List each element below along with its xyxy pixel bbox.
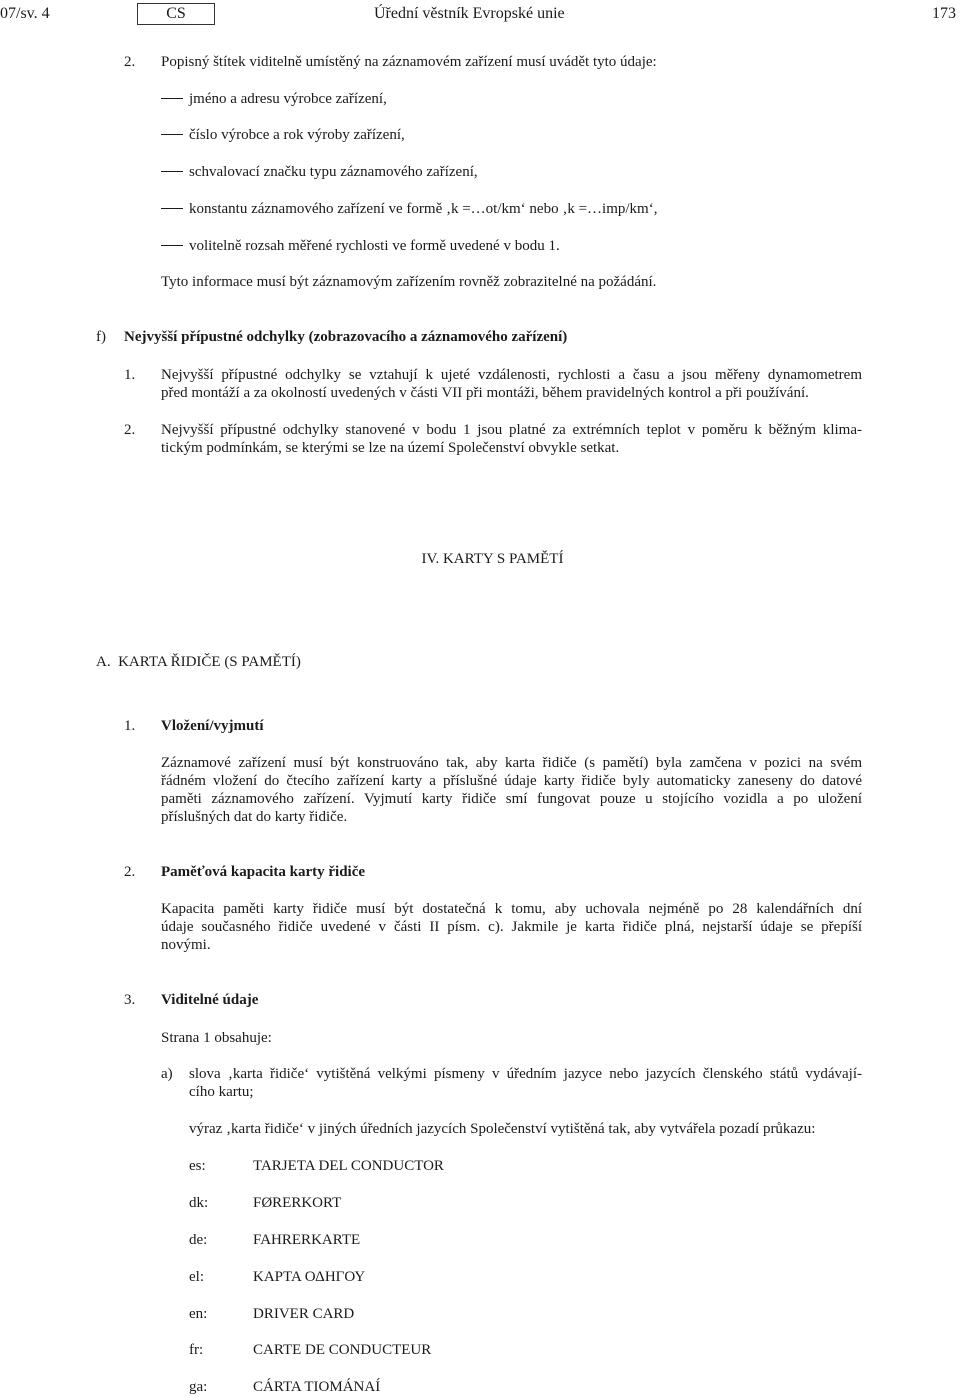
lang-text: ΚΑΡΤΑ ΟΔΗΓΟΥ xyxy=(253,1269,366,1285)
paragraph-line: novými. xyxy=(161,937,211,953)
list-item-text: volitelně rozsah měřené rychlosti ve formě uvedené v bodu 1. xyxy=(189,238,560,254)
dash-bullet xyxy=(161,171,183,172)
list-item xyxy=(161,200,657,218)
list-item-text: jméno a adresu výrobce zařízení, xyxy=(189,91,387,107)
section-f-p1 xyxy=(161,366,862,402)
section-f-p1-number: 1. xyxy=(124,367,136,383)
list-item-text: schvalovací značku typu záznamového zařízení, xyxy=(189,164,478,180)
paragraph-line: řádném vložení do čtecího zařízení karty a příslušné údaje karty řidiče byly automaticky zaneseny do datové xyxy=(161,773,862,789)
journal-title: Úřední věstník Evropské unie xyxy=(374,5,565,22)
list-item xyxy=(161,237,560,255)
lang-text: TARJETA DEL CONDUCTOR xyxy=(253,1158,444,1174)
paragraph-line: příslušných dat do karty řidiče. xyxy=(161,809,348,825)
subsection-3-title: Viditelné údaje xyxy=(161,992,259,1008)
language-badge: CS xyxy=(137,3,215,25)
list-item-text: číslo výrobce a rok výroby zařízení, xyxy=(189,127,405,143)
paragraph-line: tickým podmínkám, se kterými se lze na území Společenství obvykle setkat. xyxy=(161,440,620,456)
page-number: 173 xyxy=(932,5,956,22)
paragraph-line: slova ‚karta řidiče‘ vytištěná velkými písmeny v úředním jazyce nebo jazycích členského států vydávají- xyxy=(189,1066,862,1082)
lang-code: es: xyxy=(189,1158,206,1174)
part-a-title: A. KARTA ŘIDIČE (S PAMĚTÍ) xyxy=(96,654,301,670)
subsection-2-title: Paměťová kapacita karty řidiče xyxy=(161,864,366,880)
dash-bullet xyxy=(161,98,183,99)
paragraph-line: Nejvyšší přípustné odchylky stanovené v bodu 1 jsou platné za extrémních teplot v poměru k běžným klima- xyxy=(161,422,862,438)
paragraph-line: před montáží a za okolností uvedených v části VII při montáži, během pravidelných kontrol a při používání. xyxy=(161,385,809,401)
subsection-2-number: 2. xyxy=(124,864,136,880)
list-item xyxy=(161,90,387,108)
subsection-2-text xyxy=(161,900,862,954)
section-f-p2 xyxy=(161,421,862,457)
lang-text: FAHRERKARTE xyxy=(253,1232,361,1248)
lang-code: de: xyxy=(189,1232,208,1248)
lang-code: en: xyxy=(189,1306,208,1322)
section-2-number: 2. xyxy=(124,54,136,70)
subsection-1-number: 1. xyxy=(124,718,136,734)
list-item-text: konstantu záznamového zařízení ve formě ‚k =…ot/km‘ nebo ‚k =…imp/km‘, xyxy=(189,201,658,217)
section-f-title: Nejvyšší přípustné odchylky (zobrazovacího a záznamového zařízení) xyxy=(124,329,568,345)
chapter-title: IV. KARTY S PAMĚTÍ xyxy=(421,551,564,567)
lang-code: dk: xyxy=(189,1195,209,1211)
subsection-1-title: Vložení/vyjmutí xyxy=(161,718,264,734)
list-item xyxy=(161,126,405,144)
lang-text: CARTE DE CONDUCTEUR xyxy=(253,1342,432,1358)
dash-bullet xyxy=(161,245,183,246)
lang-text: DRIVER CARD xyxy=(253,1306,355,1322)
paragraph-line: Nejvyšší přípustné odchylky se vztahují k ujeté vzdálenosti, rychlosti a času a jsou měřeny dynamometrem xyxy=(161,367,862,383)
section-2-note: Tyto informace musí být záznamovým zařízením rovněž zobrazitelné na požádání. xyxy=(161,274,657,290)
paragraph-line: Kapacita paměti karty řidiče musí být dostatečná k tomu, aby uchovala nejméně po 28 kalendářních dní xyxy=(161,901,862,917)
subsection-3-number: 3. xyxy=(124,992,136,1008)
paragraph-line: Záznamové zařízení musí být konstruováno tak, aby karta řidiče (s pamětí) byla zamčena v pozici na svém xyxy=(161,755,862,771)
paragraph-line: paměti záznamového zařízení. Vyjmutí karty řidiče smí fungovat pouze u stojícího vozidla a po uložení xyxy=(161,791,862,807)
item-a-text xyxy=(189,1065,862,1101)
section-2-intro: Popisný štítek viditelně umístěný na záznamovém zařízení musí uvádět tyto údaje: xyxy=(161,54,657,70)
subsection-1-text xyxy=(161,754,862,826)
side-one-label: Strana 1 obsahuje: xyxy=(161,1030,272,1046)
paragraph-line: údaje současného řidiče uvedené v části II písm. c). Jakmile je karta řidiče plná, nejstarší údaje se přepíší xyxy=(161,919,862,935)
section-f-p2-number: 2. xyxy=(124,422,136,438)
lang-code: ga: xyxy=(189,1379,208,1395)
lang-text: FØRERKORT xyxy=(253,1195,342,1211)
dash-bullet xyxy=(161,208,183,209)
item-a-letter: a) xyxy=(161,1066,173,1082)
list-item xyxy=(161,163,478,181)
expression-text: výraz ‚karta řidiče‘ v jiných úředních jazycích Společenství vytištěná tak, aby vytvářela pozadí průkazu: xyxy=(189,1121,816,1137)
lang-code: fr: xyxy=(189,1342,204,1358)
paragraph-line: cího kartu; xyxy=(189,1084,254,1100)
lang-text: CÁRTA TIOMÁNAÍ xyxy=(253,1379,381,1395)
section-f-letter: f) xyxy=(96,329,106,345)
dash-bullet xyxy=(161,134,183,135)
journal-issue: 07/sv. 4 xyxy=(0,5,50,22)
lang-code: el: xyxy=(189,1269,204,1285)
